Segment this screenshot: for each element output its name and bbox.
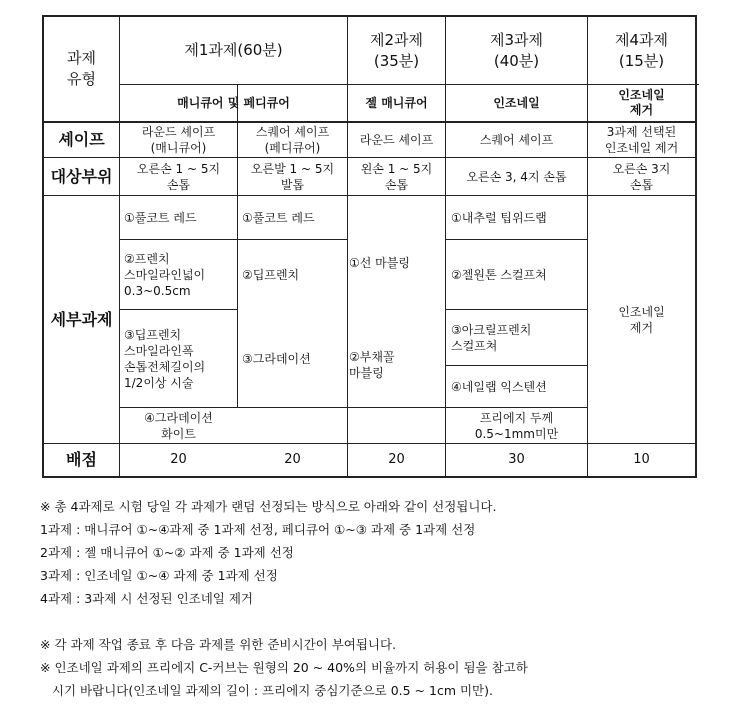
note-line: 4과제 : 3과제 시 선정된 인조네일 제거 <box>40 591 254 606</box>
header-task3: 제3과제 (40분) <box>489 30 543 70</box>
note-line: 3과제 : 인조네일 ①~④ 과제 중 1과제 선정 <box>40 568 278 583</box>
detail-c5: 인조네일 제거 <box>618 304 665 335</box>
note-line: 1과제 : 매니큐어 ①~④과제 중 1과제 선정, 페디큐어 ①~③ 과제 중 1과제 선정 <box>40 522 476 537</box>
detail-c4-item-1: ①내추럴 팁위드랩 <box>451 210 547 225</box>
shape-cell-4: 스퀘어 셰이프 <box>479 133 554 147</box>
notes-section <box>40 495 720 702</box>
shape-cell-3: 라운드 셰이프 <box>359 133 434 147</box>
detail-c1-item-2: ②프렌치 스마일라인넓이 0.3~0.5cm <box>124 251 206 298</box>
note-spacer <box>40 610 720 633</box>
score-cell-2: 20 <box>284 452 301 467</box>
shape-cell-2: 스퀘어 셰이프 (페디큐어) <box>255 125 330 155</box>
details-row-label: 세부과제 <box>50 309 113 329</box>
detail-c1-item-1: ①풀코트 레드 <box>124 210 197 225</box>
target-cell-5: 오른손 3지 손톱 <box>612 161 671 192</box>
header-task4-sub: 인조네일 제거 <box>618 88 665 117</box>
note-line: ※ 총 4과제로 시험 당일 각 과제가 랜덤 선정되는 방식으로 아래와 같이 선정됩니다. <box>40 499 497 514</box>
detail-c4-item-3: ③아크릴프렌치 스컬프쳐 <box>451 322 532 353</box>
detail-c2-item-2: ②딥프렌치 <box>242 267 300 282</box>
note-line: 시기 바랍니다(인조네일 과제의 길이 : 프리에지 중심기준으로 0.5 ~ 1cm 미만). <box>40 683 493 698</box>
note-line: ※ 인조네일 과제의 프리에지 C-커브는 원형의 20 ~ 40%의 비율까지 허용이 됨을 참고하 <box>40 660 528 675</box>
detail-c4-item-2: ②젤원톤 스컬프쳐 <box>451 267 547 282</box>
detail-c3-item-1: ①선 마블링 <box>349 256 410 270</box>
header-task3-sub: 인조네일 <box>493 96 540 110</box>
header-task2-sub: 젤 매니큐어 <box>365 96 428 110</box>
note-line: 2과제 : 젤 매니큐어 ①~② 과제 중 1과제 선정 <box>40 545 294 560</box>
score-row-label: 배점 <box>66 450 97 469</box>
detail-c2-item-3: ③그라데이션 <box>242 351 311 366</box>
header-task2: 제2과제 (35분) <box>369 30 423 70</box>
target-cell-3: 왼손 1 ~ 5지 손톱 <box>360 161 433 192</box>
detail-c1-item-3: ③딥프렌치 스마일라인폭 손톱전체길이의 1/2이상 시술 <box>124 327 206 390</box>
score-cell-3: 20 <box>388 452 405 467</box>
detail-c1-item-4: ④그라데이션 화이트 <box>144 410 213 441</box>
target-cell-4: 오른손 3, 4지 손톱 <box>466 169 567 184</box>
detail-c2-item-1: ①풀코트 레드 <box>242 210 315 225</box>
header-type-label: 과제 유형 <box>67 49 96 88</box>
target-cell-1: 오른손 1 ~ 5지 손톱 <box>136 161 221 192</box>
detail-c3-item-2: ②부채꼴 마블링 <box>349 349 395 380</box>
header-task1: 제1과제(60분) <box>184 41 283 59</box>
shape-cell-1: 라운드 셰이프 (매니큐어) <box>141 125 216 155</box>
note-line: ※ 각 과제 작업 종료 후 다음 과제를 위한 준비시간이 부여됩니다. <box>40 637 397 652</box>
score-cell-5: 10 <box>633 452 650 467</box>
shape-cell-5: 3과제 선택된 인조네일 제거 <box>604 125 679 155</box>
header-task4: 제4과제 (15분) <box>614 30 668 70</box>
target-row-label: 대상부위 <box>50 166 113 186</box>
header-task1-sub: 매니큐어 및 페디큐어 <box>177 96 290 110</box>
detail-c4-item-4: ④네일랩 익스텐션 <box>451 379 547 394</box>
detail-c4-note: 프리에지 두께 0.5~1mm미만 <box>474 410 559 441</box>
score-cell-1: 20 <box>170 452 187 467</box>
score-cell-4: 30 <box>508 452 525 467</box>
exam-task-table <box>42 15 697 478</box>
target-cell-2: 오른발 1 ~ 5지 발톱 <box>250 161 335 192</box>
shape-row-label: 셰이프 <box>58 130 105 149</box>
